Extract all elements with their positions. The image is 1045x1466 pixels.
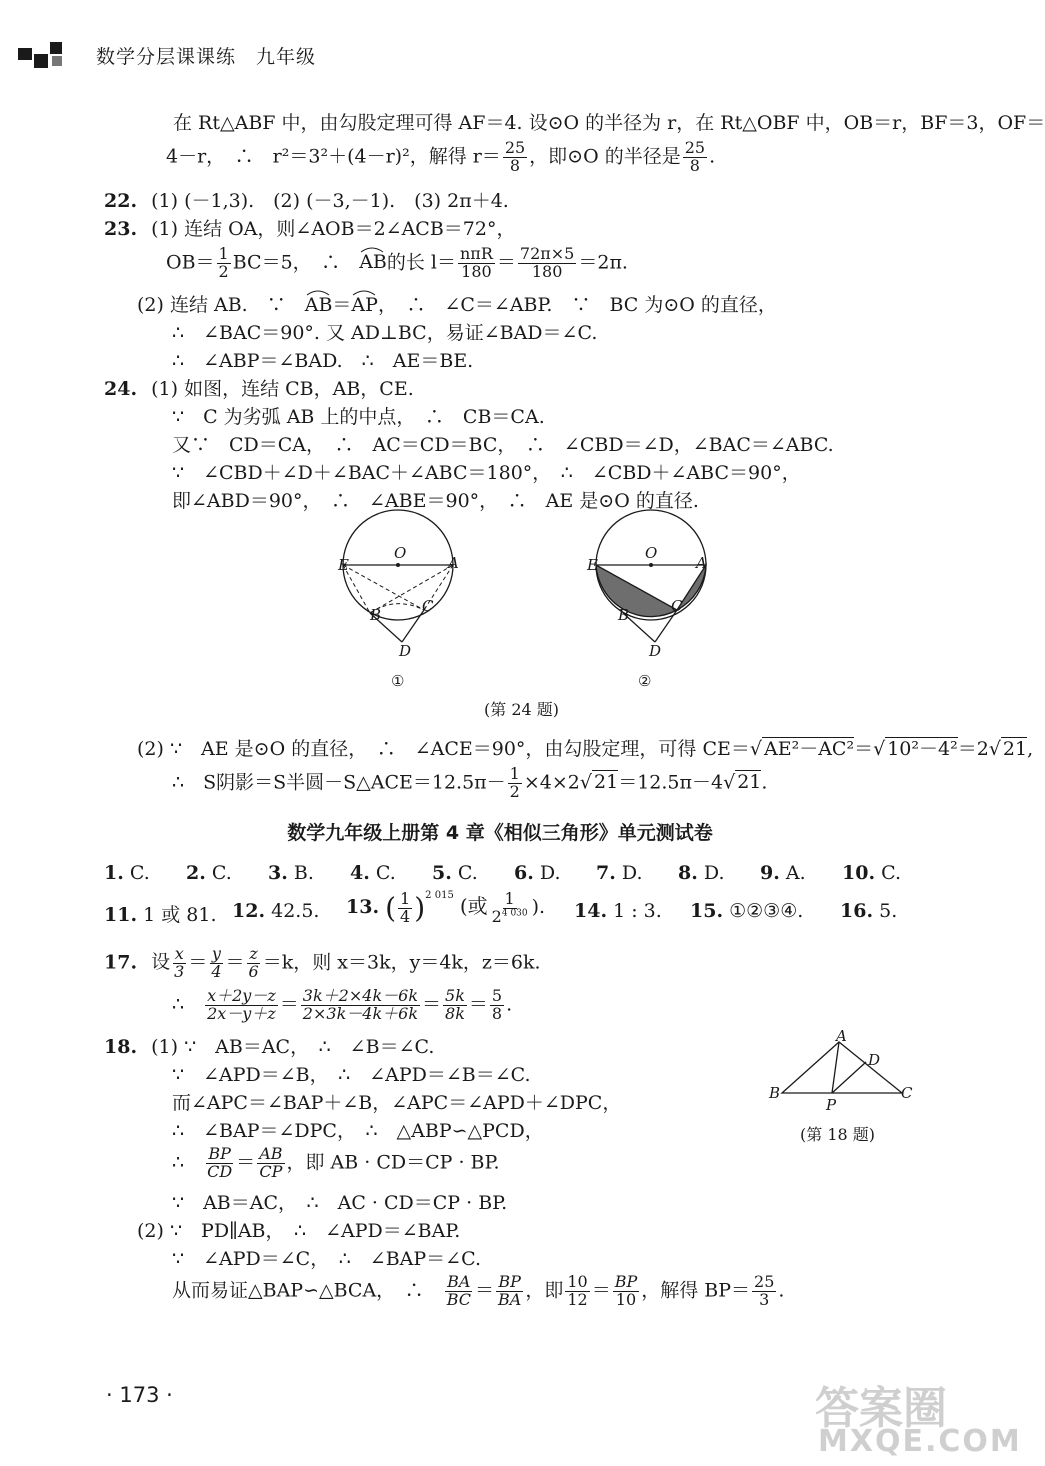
page-number: · 173 · — [106, 1383, 173, 1407]
q18-line8: ∵ ∠APD＝∠C， ∴ ∠BAP＝∠C. — [172, 1248, 482, 1270]
q18-line7: (2) ∵ PD∥AB， ∴ ∠APD＝∠BAP. — [137, 1220, 461, 1242]
q24-figure-1 — [330, 510, 470, 690]
q21-frac-b: $\frac{25}{8}$ — [684, 138, 706, 175]
mc-answers — [104, 862, 904, 884]
label-c: C — [422, 597, 434, 615]
q24-line4: ∵ ∠CBD＋∠D＋∠BAC＋∠ABC＝180°， ∴ ∠CBD＋∠ABC＝90°， — [172, 462, 801, 484]
fig1-mark: ① — [391, 672, 405, 690]
watermark-logo: 答案圈 — [815, 1383, 947, 1434]
mc-item: 10. C. — [842, 862, 902, 884]
q21-text-a: 4－r， ∴ r²＝3²＋(4－r)²，解得 r＝ — [166, 145, 501, 168]
q22-answer: (1) (－1,3). (2) (－3,－1). (3) 2π＋4. — [151, 190, 509, 212]
q18-line9: 从而易证△BAP∽△BCA， ∴ $\frac{BA}{BC}$ ＝ $\frac{BP}{BA}$ ，即 $\frac{10}{12}$ ＝ $\frac{BP}{10}$ ，解得 BP＝ $\frac{25}{3}$ . — [172, 1272, 785, 1309]
page-header — [18, 38, 316, 72]
q21-text-b: ，即⊙O 的半径是 — [529, 145, 681, 168]
svg-text:P: P — [826, 1096, 837, 1114]
svg-text:C: C — [671, 597, 683, 615]
mc-item: 5. C. — [432, 862, 478, 884]
mc-item: 2. C. — [186, 862, 232, 884]
q23-number: 23. — [104, 218, 138, 240]
svg-text:E: E — [587, 556, 598, 574]
q24-line2: ∵ C 为劣弧 AB 上的中点， ∴ CB＝CA. — [172, 406, 545, 428]
q24-line3: 又∵ CD＝CA， ∴ AC＝CD＝BC， ∴ ∠CBD＝∠D，∠BAC＝∠ABC. — [172, 434, 834, 456]
q21-frac-a: $\frac{25}{8}$ — [504, 138, 526, 175]
q18-line1: 18. (1) ∵ AB＝AC， ∴ ∠B＝∠C. — [104, 1036, 435, 1058]
book-logo-icon — [18, 38, 82, 72]
svg-text:O: O — [645, 544, 658, 562]
mc-item: 7. D. — [596, 862, 643, 884]
q18-line3: 而∠APC＝∠BAP＋∠B，∠APC＝∠APD＋∠DPC， — [172, 1092, 622, 1114]
q11: 11. 1 或 81. — [104, 904, 217, 926]
q23-line4: ∴ ∠BAC＝90°. 又 AD⊥BC，易证∠BAD＝∠C. — [172, 322, 598, 344]
q24-line5: 即∠ABD＝90°， ∴ ∠ABE＝90°， ∴ AE 是⊙O 的直径. — [172, 490, 699, 512]
section-title: 数学九年级上册第 4 章《相似三角形》单元测试卷 — [287, 822, 713, 844]
q24-line6: (2) ∵ AE 是⊙O 的直径， ∴ ∠ACE＝90°，由勾股定理，可得 CE＝√ AE²－AC²＝√ 10²－4²＝2√ 21, — [137, 738, 1034, 760]
mc-item: 3. B. — [268, 862, 314, 884]
svg-text:C: C — [901, 1084, 913, 1102]
q18-line2: ∵ ∠APD＝∠B， ∴ ∠APD＝∠B＝∠C. — [172, 1064, 531, 1086]
q24-caption: (第 24 题) — [484, 700, 560, 719]
mc-item: 4. C. — [350, 862, 396, 884]
q16: 16. 5. — [840, 900, 898, 922]
q15: 15. ①②③④. — [690, 900, 804, 922]
q18-line6: ∵ AB＝AC， ∴ AC · CD＝CP · BP. — [172, 1192, 508, 1214]
q23-line5: ∴ ∠ABP＝∠BAD. ∴ AE＝BE. — [172, 350, 474, 372]
fig2-mark: ② — [638, 672, 652, 690]
mc-item: 1. C. — [104, 862, 150, 884]
label-a: A — [448, 554, 459, 572]
watermark-url: MXQE.COM — [818, 1424, 1022, 1459]
q23-line2: OB＝ $\frac{1}{2}$ BC＝5， ∴ AB 的长 l＝ $\frac{\text{nπR}}{180}$ ＝ $\frac{72\pi\times 5}{180}$ ＝2π. — [166, 244, 628, 281]
q18-line4: ∴ ∠BAP＝∠DPC， ∴ △ABP∽△PCD， — [172, 1120, 544, 1142]
svg-text:A: A — [696, 554, 707, 572]
q24-figure-2 — [583, 510, 723, 690]
label-o: O — [394, 544, 407, 562]
mc-item: 9. A. — [760, 862, 806, 884]
mc-item: 8. D. — [678, 862, 725, 884]
label-b: B — [370, 606, 382, 624]
q14: 14. 1 : 3. — [574, 900, 662, 922]
q24-number: 24. — [104, 378, 138, 400]
arc-ab-label: AB — [359, 251, 387, 273]
label-d: D — [399, 642, 412, 660]
q23-line3: (2) 连结 AB. ∵ AB ＝AP ， ∴ ∠C＝∠ABP. ∵ BC 为⊙O 的直径， — [137, 290, 777, 317]
q23-line1: 23. (1) 连结 OA，则∠AOB＝2∠ACB＝72°， — [104, 218, 516, 240]
q18-figure — [764, 1027, 924, 1120]
header-title: 数学分层课课练 九年级 — [96, 45, 317, 68]
q21-line1: 在 Rt△ABF 中，由勾股定理可得 AF＝4. 设⊙O 的半径为 r，在 Rt△OBF 中，OB＝r，BF＝3，OF＝ — [173, 112, 1045, 134]
svg-text:D: D — [649, 642, 662, 660]
q17-line1: 17. 设 $\frac{x}{3}$ ＝ $\frac{y}{4}$ ＝ $\frac{z}{6}$ ＝k，则 x＝3k，y＝4k，z＝6k. — [104, 944, 541, 981]
q18-caption: (第 18 题) — [800, 1125, 876, 1144]
q12: 12. 42.5. — [232, 900, 320, 922]
label-e: E — [338, 556, 349, 574]
q24-line7: ∴ S阴影＝S半圆－S△ACE＝12.5π－ $\frac{1}{2}$ ×4×2√ 21＝12.5π－4√ 21. — [172, 764, 768, 801]
q22 — [104, 186, 509, 213]
q21-line2: 4－r， ∴ r²＝3²＋(4－r)²，解得 r＝ $\frac{25}{8}$ ，即⊙O 的半径是 $\frac{25}{8}$ . — [166, 138, 716, 175]
q13: 13. ( $\frac{1}{4}$ )$^{2 015}$ (或 $\frac{1}{2^{4 030}}$ ). — [346, 888, 546, 926]
q22-number: 22. — [104, 190, 138, 212]
svg-text:B: B — [769, 1084, 781, 1102]
svg-text:A: A — [836, 1027, 847, 1045]
q18-line5: ∴ $\frac{BP}{CD}$ ＝ $\frac{AB}{CP}$ ，即 AB · CD＝CP · BP. — [172, 1144, 500, 1181]
svg-text:D: D — [868, 1051, 881, 1069]
mc-item: 6. D. — [514, 862, 561, 884]
q17-line2: ∴ $\frac{x+2y-z}{2x-y+z}$ ＝ $\frac{3k+2\times 4k-6k}{2\times 3k-4k+6k}$ ＝ $\frac{5k}{8k}$ ＝ $\frac{5}{8}$ . — [172, 986, 513, 1023]
svg-text:B: B — [618, 606, 630, 624]
q24-line1: 24. (1) 如图，连结 CB，AB，CE. — [104, 378, 414, 400]
